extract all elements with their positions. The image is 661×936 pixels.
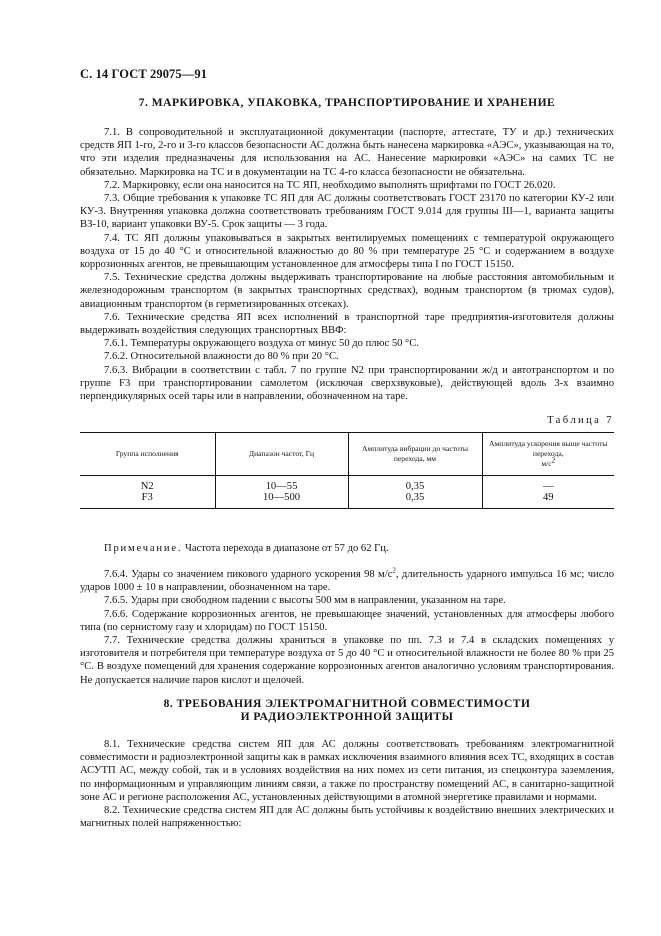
paragraph-7-3: 7.3. Общие требования к упаковке ТС ЯП для АС должны соответствовать ГОСТ 23170 по категории КУ-2 или КУ-3. Внутренняя упаковка должна соответствовать требованиям ГОСТ 9.014 для группы III—1, варианта защиты ВЗ-10, вариант упаковки ВУ-5. Срок защиты — 3 года.	[80, 193, 614, 231]
section-8-body	[80, 738, 614, 830]
cell-group: N2	[140, 481, 154, 492]
paragraph-7-6-2: 7.6.2. Относительной влажности до 80 % при 20 °С.	[104, 351, 339, 363]
cell-acceleration: 49	[482, 492, 614, 509]
paragraph-7-6-4-sup: 2	[392, 566, 396, 575]
paragraph-7-6-4-part2: , длительность ударного импульса 16 мс; число ударов 1000 ± 10 в направлении, обозначенном на таре.	[80, 569, 615, 594]
cell-frequency: 10—55	[215, 476, 348, 493]
section-7-title: 7. МАРКИРОВКА, УПАКОВКА, ТРАНСПОРТИРОВАНИЕ И ХРАНЕНИЕ	[138, 97, 556, 109]
cell-frequency: 10—500	[215, 492, 348, 509]
cell-acceleration: —	[482, 476, 614, 493]
header-frequency-range: Диапазон частот, Гц	[215, 433, 348, 476]
cell-vibration: 0,35	[348, 476, 482, 493]
header-acceleration-unit-sup: 2	[551, 456, 556, 465]
paragraph-7-6-6: 7.6.6. Содержание коррозионных агентов, не превышающее значений, установленных для атмосферы любого типа (по сернистому газу и хлоридам) по ГОСТ 15150.	[80, 608, 614, 633]
cell-vibration: 0,35	[348, 492, 482, 509]
header-acceleration-unit: м/с	[541, 459, 552, 468]
table-header-row	[80, 433, 614, 476]
table-7-note	[104, 543, 389, 554]
paragraph-7-5: 7.5. Технические средства должны выдерживать транспортирование на любые расстояния автомобильным и железнодорожным транспортом (в закрытых транспортных средствах), водным транспортом (в трюмах судов), авиационным транспортом (в герметизированных отсеках).	[80, 272, 614, 310]
paragraph-8-1: 8.1. Технические средства систем ЯП для АС должны соответствовать требованиям электромагнитной совместимости и радиоэлектронной защиты как в рамках исключения взаимного влияния всех ТС, входящих в состав АСУТП АС, между собой, так и в условиях воздействия на них помех из сети питания, из спецконтура заземления, по информационным и управляющим линиям связи, а также по пространству помещений АС, в санитарно-защитной зоне АС и регионе расположения АС, установленных действующими в атомной энергетике правилами и нормами.	[80, 739, 614, 803]
header-acceleration-text: Амплитуда ускорения выше частоты перехода,	[488, 439, 608, 458]
table-7-label: Таблица 7	[547, 415, 614, 426]
paragraph-7-6-5: 7.6.5. Удары при свободном падении с высоты 500 мм в направлении, указанном на таре.	[104, 595, 506, 607]
paragraph-7-4: 7.4. ТС ЯП должны упаковываться в закрытых вентилируемых помещениях с температурой окружающего воздуха от 15 до 40 °С и относительной влажностью до 80 % при температуре 25 °С и содержанием в воздухе коррозионных агентов, не превышающим установленное для атмосферы типа I по ГОСТ 15150.	[80, 232, 614, 271]
paragraph-7-6-4	[80, 568, 614, 594]
note-text: Частота перехода в диапазоне от 57 до 62 Гц.	[184, 543, 389, 554]
paragraph-7-6-1: 7.6.1. Температуры окружающего воздуха от минус 50 до плюс 50 °С.	[104, 338, 420, 350]
note-label: Примечание.	[104, 543, 183, 554]
table-row	[80, 476, 614, 493]
section-8-title-line1: 8. ТРЕБОВАНИЯ ЭЛЕКТРОМАГНИТНОЙ СОВМЕСТИМОСТИ	[163, 698, 531, 710]
page-header: С. 14 ГОСТ 29075—91	[80, 67, 208, 81]
header-acceleration-amplitude	[482, 433, 614, 476]
section-7-body-continued	[80, 568, 614, 687]
table-7	[80, 432, 614, 509]
cell-group: F3	[80, 492, 215, 509]
paragraph-7-2: 7.2. Маркировку, если она наносится на ТС ЯП, необходимо выполнять шрифтами по ГОСТ 26.020.	[104, 179, 556, 191]
paragraph-7-6-4-part1: 7.6.4. Удары со значением пикового ударного ускорения 98 м/с	[104, 569, 393, 580]
paragraph-8-2: 8.2. Технические средства систем ЯП для АС должны быть устойчивы к воздействию внешних электрических и магнитных полей напряженностью:	[80, 805, 614, 830]
paragraph-7-6: 7.6. Технические средства ЯП всех исполнений в транспортной таре предприятия-изготовителя должны выдерживать воздействия следующих транспортных ВВФ:	[80, 311, 614, 337]
section-8-title-line2: И РАДИОЭЛЕКТРОННОЙ ЗАЩИТЫ	[240, 711, 454, 723]
section-8-title	[80, 698, 614, 724]
header-vibration-amplitude: Амплитуда вибрации до частоты перехода, мм	[348, 433, 482, 476]
header-group: Группа исполнения	[80, 433, 215, 476]
paragraph-7-7: 7.7. Технические средства должны храниться в упаковке по пп. 7.3 и 7.4 в складских помещениях у изготовителя и потребителя при температуре воздуха от 5 до 40 °С и относительной влажности не более 80 % при 25 °С. В воздухе помещений для хранения содержание коррозионных агентов аналогично условиям транспортирования. Не допускается наличие паров кислот и щелочей.	[80, 635, 614, 686]
paragraph-7-1: 7.1. В сопроводительной и эксплуатационной документации (паспорте, аттестате, ТУ и др.) технических средств ЯП 1-го, 2-го и 3-го классов безопасности АС должна быть нанесена маркировка «АЭС», указывающая на то, что эти изделия предназначены для использования на АС. Нанесение маркировки «АЭС» на самих ТС не обязательно. Маркировка на ТС и в документации на ТС 4-го класса безопасности не обязательна.	[80, 127, 614, 178]
paragraph-7-6-3: 7.6.3. Вибрации в соответствии с табл. 7 по группе N2 при транспортировании ж/д и автотранспортом и по группе F3 при транспортировании самолетом (исключая сверхзвуковые), действующей вдоль 3-х взаимно перпендикулярных осей тары или в направлении, обозначенном на таре.	[80, 364, 614, 403]
table-row	[80, 492, 614, 509]
section-7-body	[80, 126, 614, 403]
